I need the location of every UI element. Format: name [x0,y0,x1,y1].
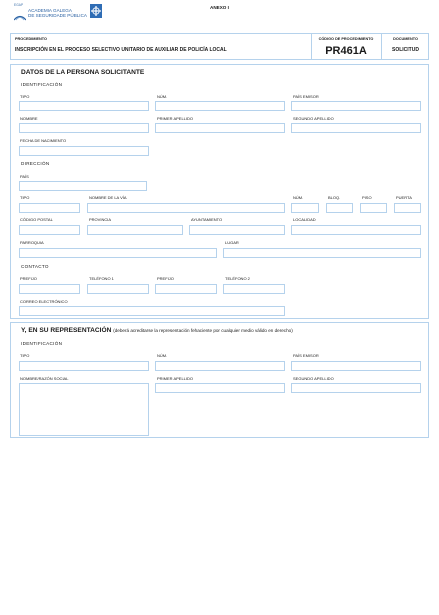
locality-input[interactable] [291,225,421,235]
label-parroquia: PARROQUIA [20,240,44,245]
floor-input[interactable] [360,203,387,213]
label-prefijo-1: PREFIJO [20,276,37,281]
block-input[interactable] [326,203,353,213]
applicant-id-number-input[interactable] [155,101,285,111]
document-label: DOCUMENTO [393,37,418,41]
street-number-input[interactable] [291,203,319,213]
rep-second-surname-input[interactable] [291,383,421,393]
logo-line-1: ACADEMIA GALEGA [28,8,72,13]
street-name-input[interactable] [87,203,285,213]
email-input[interactable] [19,306,285,316]
street-type-input[interactable] [19,203,80,213]
label-segundo-apellido: SEGUNDO APELLIDO [293,116,334,121]
rep-first-surname-input[interactable] [155,383,285,393]
label-puerta: PUERTA [396,195,412,200]
label-provincia: PROVINCIA [89,217,112,222]
rep-label-tipo: TIPO [20,353,30,358]
label-num-via: NÚM. [293,195,304,200]
rep-id-number-input[interactable] [155,361,285,371]
procedure-header [10,33,429,60]
document-value: SOLICITUD [392,47,419,53]
label-prefijo-2: PREFIJO [157,276,174,281]
applicant-section [10,64,429,319]
postal-code-input[interactable] [19,225,80,235]
applicant-identification-heading: IDENTIFICACIÓN [21,82,63,87]
label-correo: CORREO ELECTRÓNICO [20,299,68,304]
rep-label-pais-emisor: PAÍS EMISOR [293,353,319,358]
label-nombre-via: NOMBRE DE LA VÍA [89,195,127,200]
rep-label-primer-apellido: PRIMER APELLIDO [157,376,194,381]
rep-id-type-input[interactable] [19,361,149,371]
parish-input[interactable] [19,248,217,258]
label-nombre: NOMBRE [20,116,38,121]
logo-line-2: DE SEGURIDADE PÚBLICA [28,13,87,19]
logo-acronym: EGAP [14,3,24,7]
label-tipo-via: TIPO [20,195,30,200]
phone-prefix-2-input[interactable] [155,284,217,294]
label-localidad: LOCALIDAD [293,217,316,222]
address-country-input[interactable] [19,181,147,191]
representative-section-title [21,327,293,334]
applicant-birthdate-input[interactable] [19,146,149,156]
applicant-second-surname-input[interactable] [291,123,421,133]
representative-title-text: Y, EN SU REPRESENTACIÓN [21,327,112,334]
procedure-title: INSCRIPCIÓN EN EL PROCESO SELECTIVO UNITARIO DE AUXILIAR DE POLICÍA LOCAL [15,47,227,53]
rep-name-business-input[interactable] [19,383,149,436]
rep-label-num: NÚM. [157,353,168,358]
label-pais: PAÍS [20,174,29,179]
label-pais-emisor: PAÍS EMISOR [293,94,319,99]
label-codigo-postal: CÓDIGO POSTAL [20,217,53,222]
phone-1-input[interactable] [87,284,149,294]
label-tipo: TIPO [20,94,30,99]
annex-label: ANEXO I [210,5,229,10]
place-input[interactable] [223,248,421,258]
label-bloq: BLOQ. [328,195,341,200]
representative-note: (deberá acreditarse la representación fehaciente por cualquier medio válido en derecho) [113,328,293,333]
label-telefono-1: TELÉFONO 1 [89,276,114,281]
door-input[interactable] [394,203,421,213]
label-fecha-nacimiento: FECHA DE NACIMIENTO [20,138,67,143]
label-ayuntamiento: AYUNTAMIENTO [191,217,223,222]
applicant-first-surname-input[interactable] [155,123,285,133]
label-telefono-2: TELÉFONO 2 [225,276,250,281]
label-num: NÚM. [157,94,168,99]
representative-identification-heading: IDENTIFICACIÓN [21,341,63,346]
code-label: CÓDIGO DE PROCEDIMIENTO [318,37,374,41]
procedure-label: PROCEDIMIENTO [15,37,47,41]
contact-heading: CONTACTO [21,264,49,269]
applicant-id-type-input[interactable] [19,101,149,111]
label-lugar: LUGAR [225,240,239,245]
rep-issuing-country-input[interactable] [291,361,421,371]
rep-label-segundo-apellido: SEGUNDO APELLIDO [293,376,334,381]
municipality-input[interactable] [189,225,285,235]
rep-label-nombre-razon: NOMBRE/RAZÓN SOCIAL [20,376,69,381]
province-input[interactable] [87,225,183,235]
applicant-issuing-country-input[interactable] [291,101,421,111]
procedure-code: PR461A [325,45,367,57]
applicant-name-input[interactable] [19,123,149,133]
label-piso: PISO [362,195,372,200]
label-primer-apellido: PRIMER APELLIDO [157,116,194,121]
applicant-section-title: DATOS DE LA PERSONA SOLICITANTE [21,69,145,76]
representative-section [10,322,429,438]
phone-prefix-1-input[interactable] [19,284,80,294]
phone-2-input[interactable] [223,284,285,294]
address-heading: DIRECCIÓN [21,161,50,166]
